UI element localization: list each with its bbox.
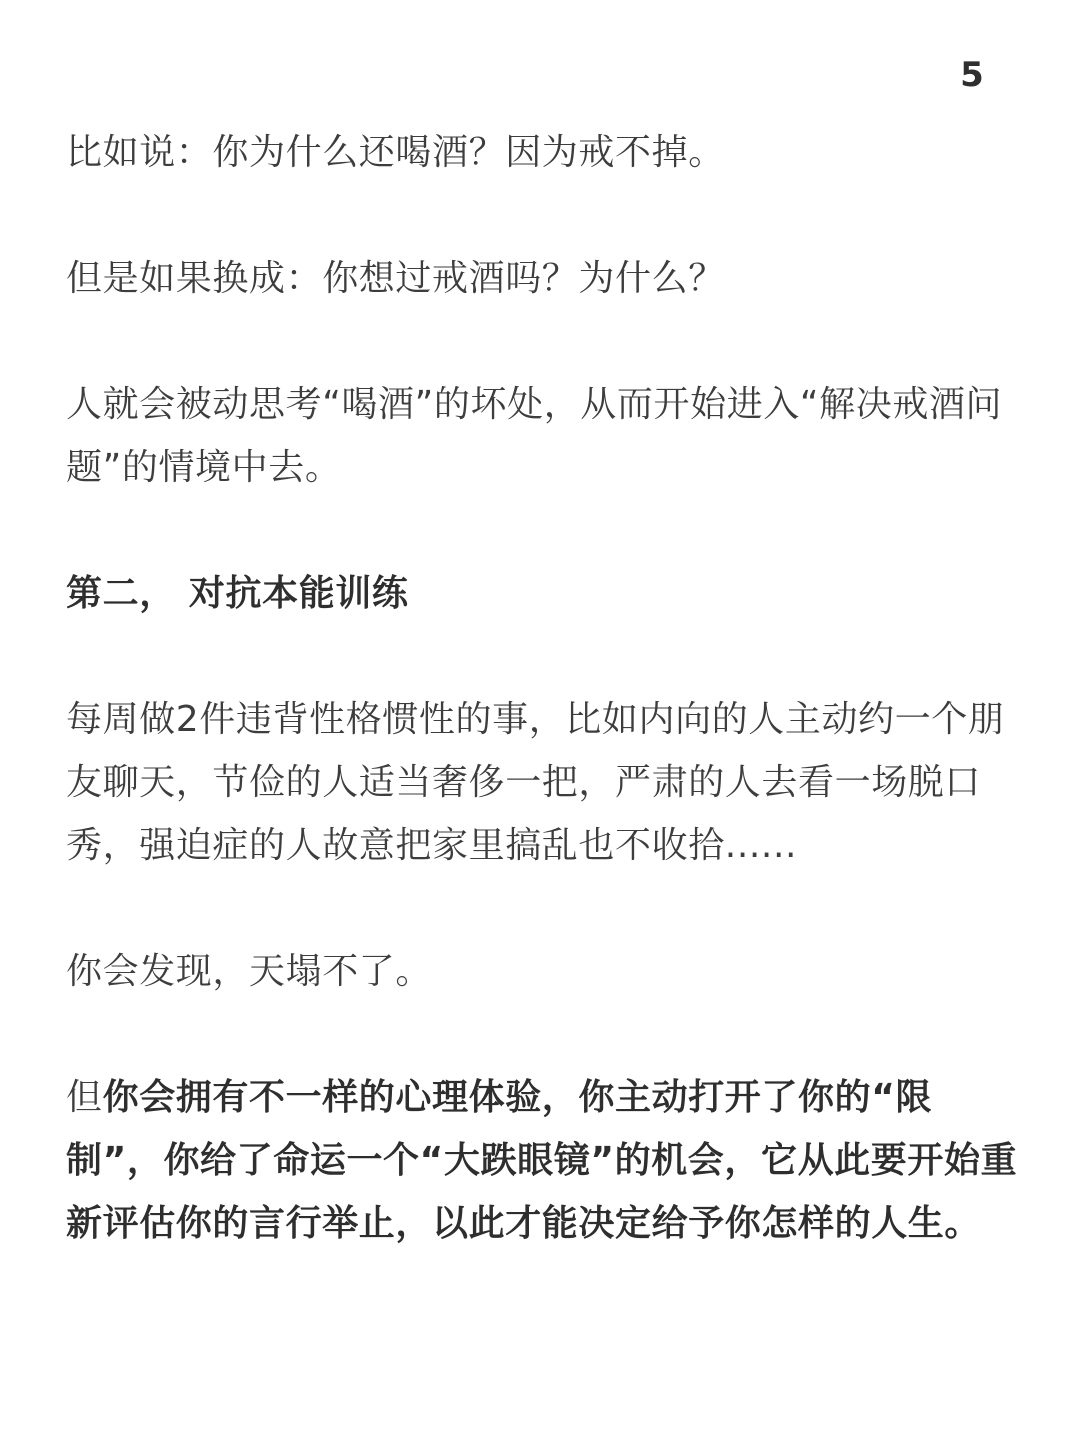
paragraph-sky-wont-fall: 你会发现，天塌不了。 — [66, 951, 433, 992]
conclusion-emphasis: 你会拥有不一样的心理体验，你主动打开了你的“限制”，你给了命运一个“大跌眼镜”的机会，它从此要开始重新评估你的言行举止，以此才能决定给予你怎样的人生。 — [66, 1077, 1018, 1244]
paragraph-reframed-question: 但是如果换成：你想过戒酒吗？为什么？ — [66, 258, 725, 299]
section-heading: 第二， 对抗本能训练 — [66, 573, 409, 614]
page-number: 5 — [960, 55, 984, 95]
paragraph-weekly-practice: 每周做2件违背性格惯性的事，比如内向的人主动约一个朋友聊天，节俭的人适当奢侈一把，严肃的人去看一场脱口秀，强迫症的人故意把家里搞乱也不收拾...... — [66, 699, 1005, 866]
paragraph-explanation: 人就会被动思考“喝酒”的坏处，从而开始进入“解决戒酒问题”的情境中去。 — [66, 384, 1003, 488]
article-body — [66, 121, 1026, 1255]
paragraph-example-question: 比如说：你为什么还喝酒？因为戒不掉。 — [66, 132, 725, 173]
conclusion-lead: 但 — [66, 1077, 103, 1118]
paragraph-conclusion — [66, 1066, 1026, 1255]
